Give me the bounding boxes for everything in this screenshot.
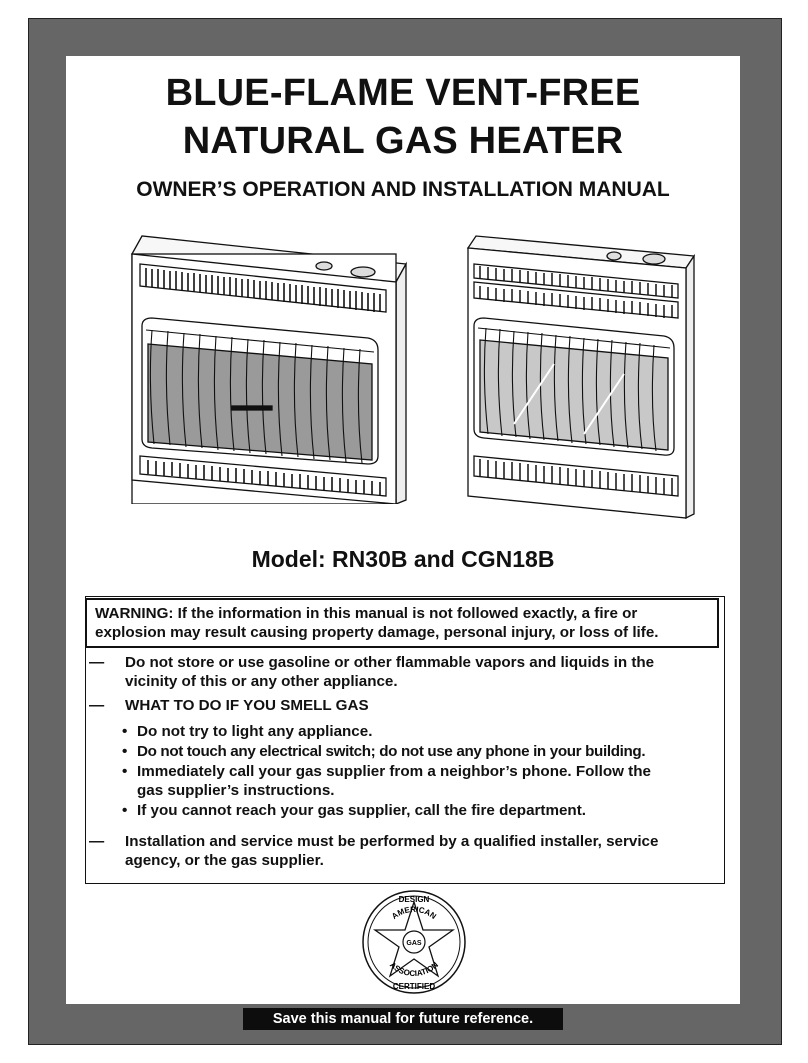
warning-box: WARNING: If the information in this manual is not followed exactly, a fire or explosion may result causing property damage, personal injury, or loss of life. bbox=[85, 598, 719, 648]
manual-subtitle: OWNER’S OPERATION AND INSTALLATION MANUAL bbox=[136, 178, 670, 201]
bullet-marker: • bbox=[122, 723, 128, 740]
bullet-marker: • bbox=[122, 763, 128, 780]
cover-page bbox=[66, 56, 740, 1004]
sub-item-no-switch bbox=[122, 742, 722, 762]
sub-item-fire-department bbox=[122, 801, 722, 821]
seal-association-text: ASSOCIATION bbox=[387, 960, 441, 979]
dash-marker: — bbox=[89, 654, 105, 671]
bullet-marker: • bbox=[122, 743, 128, 760]
sub-item-no-light bbox=[122, 722, 722, 742]
aga-certification-seal bbox=[360, 888, 468, 996]
instruction-item-smell-gas bbox=[89, 696, 729, 716]
seal-certified-text: CERTIFIED bbox=[392, 982, 436, 991]
sub-item-text: Do not touch any electrical switch; do not use any phone in your building. bbox=[137, 743, 646, 760]
item-text: vicinity of this or any other appliance. bbox=[125, 673, 398, 690]
heater-illustration-rn30b bbox=[128, 234, 408, 504]
item-text: agency, or the gas supplier. bbox=[125, 852, 324, 869]
seal-gas-text: GAS bbox=[406, 940, 422, 947]
sub-item-text: Immediately call your gas supplier from a neighbor’s phone. Follow the bbox=[137, 763, 651, 780]
bullet-marker: • bbox=[122, 802, 128, 819]
dash-marker: — bbox=[89, 697, 105, 714]
instruction-item-installation bbox=[89, 832, 729, 872]
heater-illustration-cgn18b bbox=[464, 234, 696, 520]
item-text: Installation and service must be performed by a qualified installer, service bbox=[125, 833, 659, 850]
sub-item-text: If you cannot reach your gas supplier, call the fire department. bbox=[137, 802, 586, 819]
item-text: WHAT TO DO IF YOU SMELL GAS bbox=[125, 697, 369, 714]
instruction-item-flammables bbox=[89, 653, 729, 693]
seal-design-text: DESIGN bbox=[398, 895, 430, 904]
model-numbers: Model: RN30B and CGN18B bbox=[251, 546, 555, 572]
item-text: Do not store or use gasoline or other flammable vapors and liquids in the bbox=[125, 654, 655, 671]
seal-american-text: AMERICAN bbox=[390, 904, 438, 921]
sub-item-text: Do not try to light any appliance. bbox=[137, 723, 373, 740]
title-line-2: NATURAL GAS HEATER bbox=[182, 120, 624, 162]
sub-item-call-supplier bbox=[122, 762, 722, 802]
title-line-1: BLUE-FLAME VENT-FREE bbox=[165, 72, 641, 114]
save-manual-note: Save this manual for future reference. bbox=[243, 1008, 563, 1030]
sub-item-text: gas supplier’s instructions. bbox=[137, 782, 335, 799]
dash-marker: — bbox=[89, 833, 105, 850]
